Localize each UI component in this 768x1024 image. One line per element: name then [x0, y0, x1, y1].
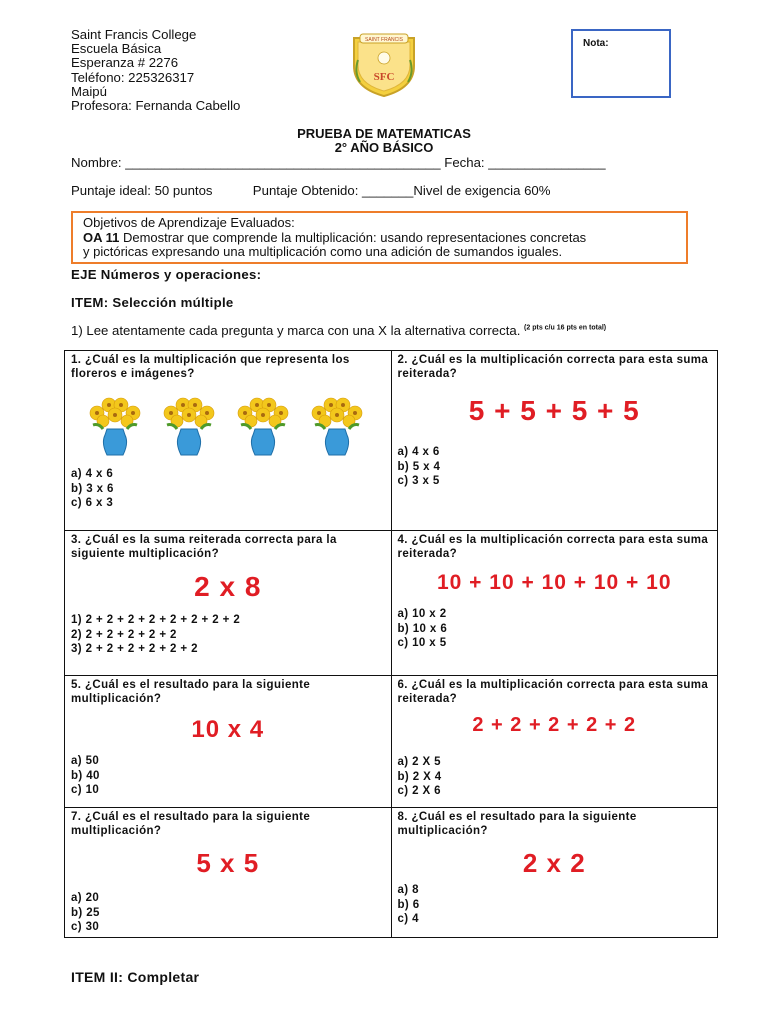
answer-option[interactable]: b) 3 x 6 [71, 482, 114, 495]
score-line: Puntaje ideal: 50 puntos Puntaje Obtenido: _______Nivel de exigencia 60% [71, 183, 551, 198]
question-cell [65, 808, 392, 938]
answer-options [398, 607, 712, 651]
expression: 2 x 2 [522, 848, 586, 878]
answer-option[interactable]: b) 6 [397, 898, 420, 911]
question-cell [391, 351, 718, 531]
answer-option[interactable]: a) 50 [71, 755, 100, 767]
flower-vase-icon [157, 395, 221, 459]
answer-options [71, 467, 385, 511]
grade-box[interactable] [571, 29, 671, 98]
expression: 5 x 5 [196, 848, 260, 878]
objective-text-2: y pictóricas expresando una multiplicación como una adición de sumandos iguales. [83, 244, 563, 259]
answer-options [71, 754, 385, 798]
question-text: 7. ¿Cuál es el resultado para la siguiente multiplicación? [71, 811, 311, 837]
answer-options [398, 755, 712, 799]
answer-option[interactable]: b) 40 [71, 769, 100, 782]
answer-option[interactable]: c) 4 [397, 913, 419, 925]
item-ii-heading: ITEM II: Completar [71, 969, 200, 985]
objective-text-1: Demostrar que comprende la multiplicación: usando representaciones concretas [119, 229, 587, 245]
instruction-text: 1) Lee atentamente cada pregunta y marca con una X la alternativa correcta. [71, 323, 521, 338]
grade-label: Nota: [583, 38, 609, 49]
answer-options [71, 891, 385, 935]
answer-option[interactable]: a) 4 x 6 [71, 468, 114, 480]
answer-option[interactable]: c) 2 X 6 [397, 785, 441, 797]
question-text: 3. ¿Cuál es la suma reiterada correcta para la siguiente multiplicación? [71, 534, 337, 560]
answer-option[interactable]: b) 10 x 6 [397, 622, 448, 635]
name-date-field[interactable]: Nombre: ___________________________________________ Fecha: ________________ [71, 155, 606, 170]
school-line: Teléfono: 225326317 [71, 69, 195, 85]
answer-option[interactable]: b) 25 [71, 906, 100, 919]
question-text: 8. ¿Cuál es el resultado para la siguiente multiplicación? [397, 811, 637, 837]
answer-option[interactable]: 1) 2 + 2 + 2 + 2 + 2 + 2 + 2 + 2 [71, 614, 241, 626]
question-cell [65, 676, 392, 808]
school-line: Escuela Básica [71, 41, 162, 57]
school-line: Maipú [71, 83, 107, 99]
answer-option[interactable]: a) 2 X 5 [397, 756, 441, 768]
school-info [71, 28, 240, 113]
answer-options [398, 445, 712, 489]
question-text: 2. ¿Cuál es la multiplicación correcta para esta suma reiterada? [397, 354, 709, 380]
answer-option[interactable]: a) 8 [397, 884, 419, 896]
answer-option[interactable]: 3) 2 + 2 + 2 + 2 + 2 + 2 [71, 643, 198, 655]
objective-line-1 [83, 231, 676, 246]
question-text: 6. ¿Cuál es la multiplicación correcta para esta suma reiterada? [397, 679, 709, 705]
question-cell [391, 676, 718, 808]
instruction [71, 323, 606, 338]
answer-option[interactable]: c) 3 x 5 [397, 475, 440, 487]
answer-option[interactable]: c) 30 [71, 921, 100, 933]
logo-text: SFC [373, 71, 395, 83]
logo-banner-text: SAINT FRANCIS [365, 37, 403, 43]
answer-options [71, 613, 385, 657]
questions-table [64, 350, 718, 938]
question-text: 5. ¿Cuál es el resultado para la siguiente multiplicación? [71, 679, 311, 705]
flower-vase-icon [231, 395, 295, 459]
school-line: Saint Francis College [71, 27, 197, 42]
expression: 5 + 5 + 5 + 5 [468, 395, 640, 426]
school-line: Esperanza # 2276 [71, 55, 179, 71]
question-cell [391, 808, 718, 938]
expression: 10 x 4 [191, 716, 265, 743]
objectives-box [71, 211, 688, 264]
answer-option[interactable]: c) 10 x 5 [397, 637, 447, 649]
answer-option[interactable]: a) 20 [71, 892, 100, 904]
answer-option[interactable]: c) 10 [71, 784, 100, 796]
objective-code: OA 11 [83, 229, 120, 245]
answer-option[interactable]: b) 5 x 4 [397, 460, 441, 473]
answer-option[interactable]: 2) 2 + 2 + 2 + 2 + 2 [71, 628, 177, 641]
item-heading: ITEM: Selección múltiple [71, 295, 234, 310]
instruction-points-note: (2 pts c/u 16 pts en total) [524, 324, 607, 332]
school-line: Profesora: Fernanda Cabello [71, 98, 241, 114]
flower-vase-icon [305, 395, 369, 459]
eje-heading: EJE Números y operaciones: [71, 267, 262, 282]
expression: 10 + 10 + 10 + 10 + 10 [436, 571, 672, 594]
question-cell [391, 531, 718, 676]
question-text: 4. ¿Cuál es la multiplicación correcta para esta suma reiterada? [397, 534, 709, 560]
question-cell [65, 351, 392, 531]
answer-option[interactable]: a) 4 x 6 [397, 446, 440, 458]
question-text: 1. ¿Cuál es la multiplicación que representa los floreros e imágenes? [71, 354, 350, 380]
expression: 2 + 2 + 2 + 2 + 2 [472, 714, 637, 736]
expression: 2 x 8 [194, 571, 262, 602]
flower-vases-image [83, 395, 385, 459]
objectives-heading: Objetivos de Aprendizaje Evaluados: [83, 215, 295, 230]
test-grade: 2° AÑO BÁSICO [334, 140, 434, 155]
flower-vase-icon [83, 395, 147, 459]
answer-option[interactable]: a) 10 x 2 [397, 608, 447, 620]
test-title: PRUEBA DE MATEMATICAS [297, 126, 471, 141]
answer-options [398, 883, 712, 927]
question-cell [65, 531, 392, 676]
answer-option[interactable]: c) 6 x 3 [71, 497, 114, 509]
answer-option[interactable]: b) 2 X 4 [397, 770, 442, 783]
school-crest-logo [348, 32, 420, 98]
